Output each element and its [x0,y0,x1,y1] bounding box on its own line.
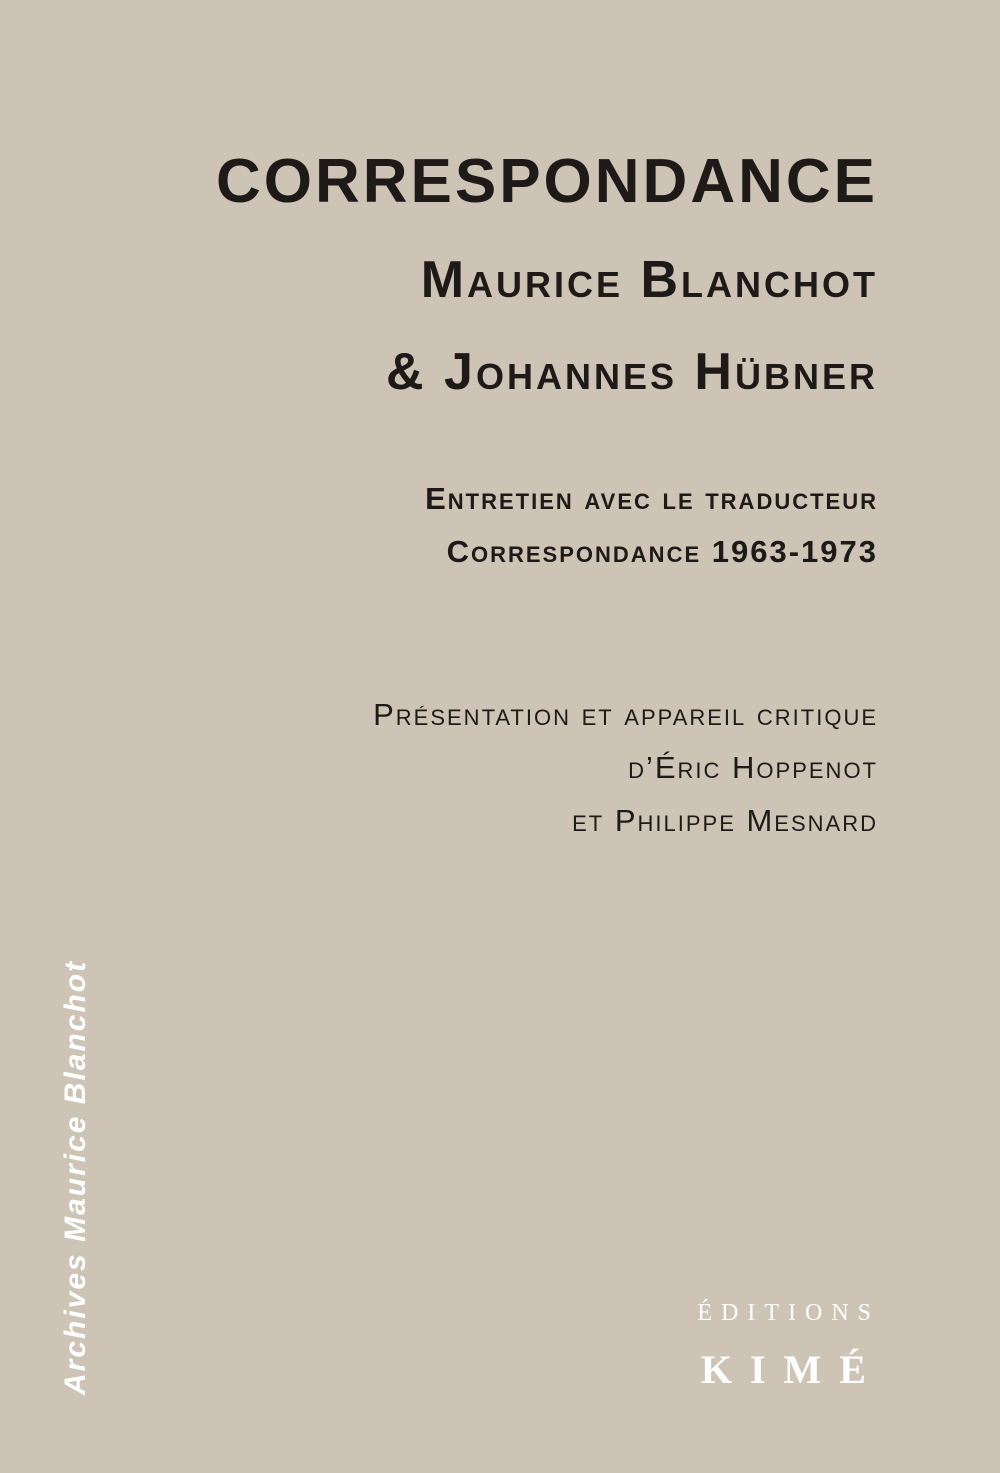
subtitle-line-1: Entretien avec le traducteur [425,481,878,516]
series-name: Archives Maurice Blanchot [59,959,92,1395]
presentation-line-1: Présentation et appareil critique [373,697,878,732]
subtitle-line-2: Correspondance 1963-1973 [446,534,878,569]
presentation-line-2: d’Éric Hoppenot [628,750,878,785]
author-line-2: & Johannes Hübner [386,343,878,401]
presentation-line-3: et Philippe Mesnard [572,803,878,838]
author-line-1: Maurice Blanchot [420,251,878,309]
book-title: CORRESPONDANCE [215,147,878,216]
publisher-line-2: KIMÉ [700,1347,884,1392]
publisher-line-1: ÉDITIONS [697,1300,880,1326]
